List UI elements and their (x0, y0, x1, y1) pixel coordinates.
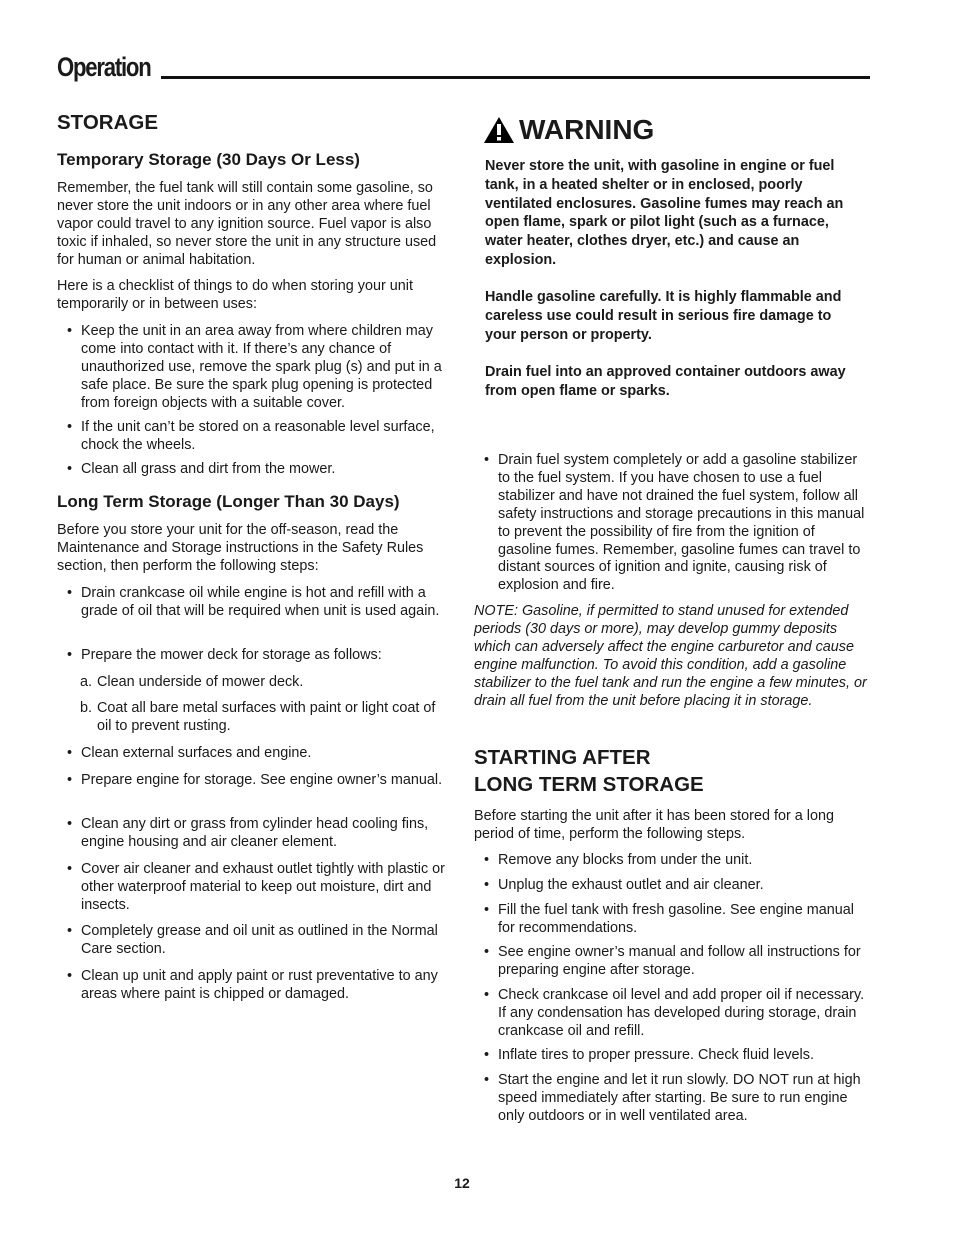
bullet-icon: • (67, 923, 73, 939)
starting-heading-line-2: LONG TERM STORAGE (474, 773, 704, 796)
list-item: • Prepare the mower deck for storage as follows: (67, 647, 382, 663)
bullet-icon: • (67, 861, 73, 877)
warning-triangle-icon (483, 116, 515, 144)
bullet-icon: • (67, 585, 73, 601)
temporary-storage-heading: Temporary Storage (30 Days Or Less) (57, 150, 360, 169)
temporary-para-1: Remember, the fuel tank will still contain some gasoline, so never store the unit indoors or in any other area where fuel vapor could travel to any ignition source. Fuel vapor is also toxic if inhaled, so never store the unit in any structure used for human or animal habitation. (57, 180, 437, 268)
list-item: • Clean all grass and dirt from the mower. (67, 461, 336, 477)
temporary-para-2: Here is a checklist of things to do when storing your unit temporarily or in between uses: (57, 278, 413, 312)
starting-heading-line-1: STARTING AFTER (474, 746, 651, 769)
list-item: • Start the engine and let it run slowly. DO NOT run at high speed immediately after starting. Be sure to run engine only outdoors or in well ventilated area. (484, 1072, 861, 1124)
bullet-icon: • (67, 968, 73, 984)
list-item: • Drain crankcase oil while engine is hot and refill with a grade of oil that will be required when unit is used again. (67, 585, 440, 619)
bullet-icon: • (67, 461, 73, 477)
page-number: 12 (454, 1175, 470, 1191)
bullet-icon: • (484, 452, 490, 468)
long-term-storage-heading: Long Term Storage (Longer Than 30 Days) (57, 492, 400, 511)
storage-heading: STORAGE (57, 111, 158, 134)
list-item: • Unplug the exhaust outlet and air cleaner. (484, 877, 764, 893)
section-title: Operation (57, 52, 151, 82)
warning-para-1: Never store the unit, with gasoline in engine or fuel tank, in a heated shelter or in enclosed, poorly ventilated enclosures. Gasoline fumes may reach an open flame, spark or pilot light (such as a furnace, water heater, clothes dryer, etc.) and cause an explosion. (485, 158, 844, 268)
sub-list-item: a. Clean underside of mower deck. (80, 674, 304, 690)
list-item: • Keep the unit in an area away from where children may come into contact with it. If there’s any chance of unauthorized use, remove the spark plug (s) and put in a safe place. Be sure the spark plug opening is protected from foreign objects with a suitable cover. (67, 323, 442, 411)
page-header (57, 52, 870, 82)
bullet-icon: • (484, 944, 490, 960)
list-item: • Clean any dirt or grass from cylinder head cooling fins, engine housing and air cleaner element. (67, 816, 429, 850)
list-item: • See engine owner’s manual and follow all instructions for preparing engine after storage. (484, 944, 861, 978)
bullet-icon: • (484, 852, 490, 868)
bullet-icon: • (484, 877, 490, 893)
bullet-icon: • (67, 772, 73, 788)
bullet-icon: • (67, 745, 73, 761)
bullet-icon: • (484, 1072, 490, 1088)
list-item: • Cover air cleaner and exhaust outlet tightly with plastic or other waterproof material to keep out moisture, dirt and insects. (67, 861, 445, 913)
list-item: • Inflate tires to proper pressure. Check fluid levels. (484, 1047, 814, 1063)
starting-para: Before starting the unit after it has been stored for a long period of time, perform the following steps. (474, 808, 834, 842)
warning-para-2: Handle gasoline carefully. It is highly flammable and careless use could result in serious fire damage to your person or property. (485, 289, 842, 343)
bullet-icon: • (67, 419, 73, 435)
bullet-icon: • (67, 816, 73, 832)
list-item: • If the unit can’t be stored on a reasonable level surface, chock the wheels. (67, 419, 435, 453)
bullet-icon: • (67, 323, 73, 339)
warning-para-3: Drain fuel into an approved container outdoors away from open flame or sparks. (485, 364, 846, 399)
bullet-icon: • (67, 647, 73, 663)
list-item: • Clean external surfaces and engine. (67, 745, 312, 761)
list-item: • Completely grease and oil unit as outlined in the Normal Care section. (67, 923, 438, 957)
warning-title: WARNING (519, 114, 655, 145)
header-rule (161, 76, 870, 79)
long-term-para: Before you store your unit for the off-season, read the Maintenance and Storage instructions in the Safety Rules section, then perform the following steps: (57, 522, 424, 574)
gasoline-note: NOTE: Gasoline, if permitted to stand unused for extended periods (30 days or more), may develop gummy deposits which can adversely affect the engine carburetor and cause engine malfunction. To avoid this condition, add a gasoline stabilizer to the fuel tank and run the engine a few minutes, or drain all fuel from the unit before placing it in storage. (474, 603, 867, 709)
list-item: • Fill the fuel tank with fresh gasoline. See engine manual for recommendations. (484, 902, 854, 936)
list-item: • Remove any blocks from under the unit. (484, 852, 753, 868)
list-item: • Check crankcase oil level and add proper oil if necessary. If any condensation has developed during storage, drain crankcase oil and refill. (484, 987, 865, 1039)
sub-list-item: b. Coat all bare metal surfaces with paint or light coat of oil to prevent rusting. (80, 700, 436, 734)
list-item: • Clean up unit and apply paint or rust preventative to any areas where paint is chipped or damaged. (67, 968, 438, 1002)
bullet-icon: • (484, 902, 490, 918)
bullet-icon: • (484, 1047, 490, 1063)
list-item: • Drain fuel system completely or add a gasoline stabilizer to the fuel system. If you have chosen to use a fuel stabilizer and have not drained the fuel system, follow all safety instructions and storage precautions in this manual to prevent the possibility of fire from the ignition of gasoline fumes. Remember, gasoline fumes can travel to distant sources of ignition and ignite, causing risk of explosion and fire. (484, 452, 865, 594)
bullet-icon: • (484, 987, 490, 1003)
list-item: • Prepare engine for storage. See engine owner’s manual. (67, 772, 443, 788)
